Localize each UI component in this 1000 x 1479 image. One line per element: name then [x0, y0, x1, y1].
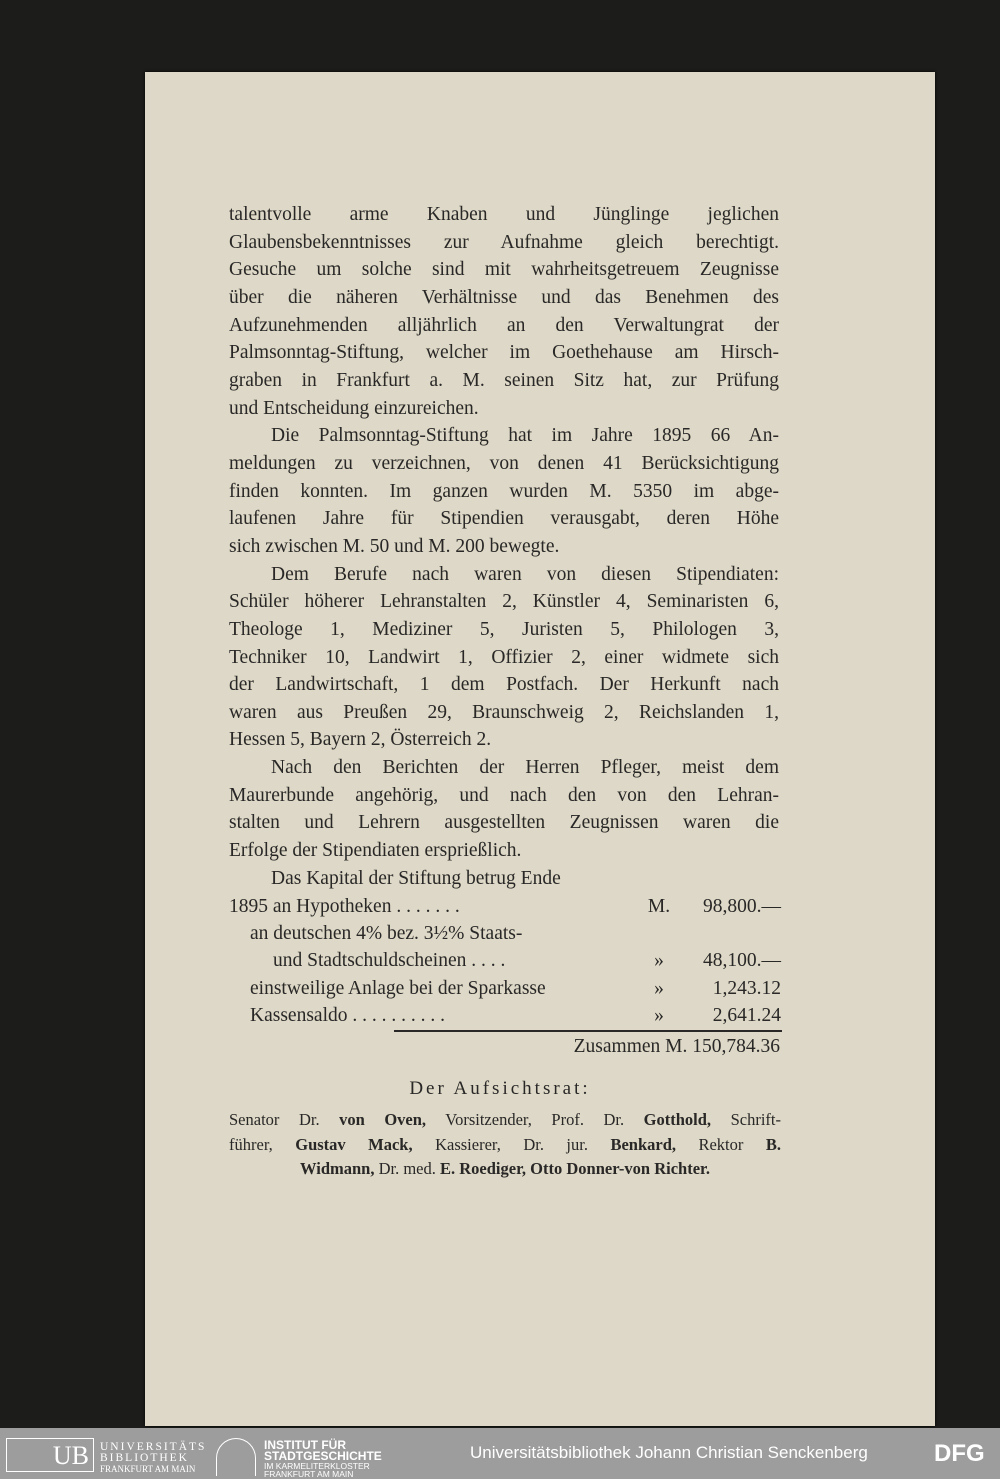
text-line: Schüler höherer Lehranstalten 2, Künstler 4, Seminaristen 6,: [229, 591, 779, 613]
text-line: Gesuche um solche sind mit wahrheitsgetreuem Zeugnisse: [229, 259, 779, 281]
row-currency: »: [654, 977, 664, 999]
text-line: Palmsonntag-Stiftung, welcher im Goethehause am Hirsch-: [229, 342, 779, 364]
board-members: [229, 1108, 781, 1182]
ub-logo-text: UB: [52, 1441, 89, 1470]
row-amount: 2,641.24: [712, 1004, 781, 1026]
member-role: Rektor: [676, 1134, 766, 1154]
ub-line2: BIBLIOTHEK: [100, 1452, 189, 1464]
text-line: waren aus Preußen 29, Braunschweig 2, Reichslanden 1,: [229, 701, 779, 723]
member-name: Gotthold,: [643, 1110, 712, 1129]
text-line: stalten und Lehrern ausgestellten Zeugnissen waren die: [229, 812, 779, 834]
member-role: Vorsitzender, Prof. Dr.: [426, 1110, 644, 1129]
row-currency: M.: [647, 896, 671, 917]
isg-line2: STADTGESCHICHTE: [264, 1449, 382, 1463]
board-heading: Der Aufsichtsrat:: [409, 1078, 591, 1099]
text-line: der Landwirtschaft, 1 dem Postfach. Der Herkunft nach: [229, 674, 779, 696]
row-currency: »: [654, 1004, 664, 1026]
member-role: führer,: [229, 1134, 296, 1154]
text-line: meldungen zu verzeichnen, von denen 41 Berücksichtigung: [229, 452, 779, 474]
footer-bar: [0, 1428, 1000, 1479]
isg-wordmark: [264, 1440, 382, 1478]
row-label: einstweilige Anlage bei der Sparkasse: [250, 977, 546, 999]
text-line: Die Palmsonntag-Stiftung hat im Jahre 1895 66 An-: [271, 425, 779, 447]
isg-arch-logo[interactable]: [216, 1438, 256, 1476]
board-line: [229, 1108, 781, 1133]
isg-line4: FRANKFURT AM MAIN: [264, 1469, 354, 1479]
text-line: Erfolge der Stipendiaten ersprießlich.: [229, 840, 522, 862]
row-label: Kassensaldo . . . . . . . . . .: [250, 1004, 445, 1026]
text-line: Nach den Berichten der Herren Pfleger, meist dem: [271, 757, 779, 779]
member-name: von Oven,: [339, 1110, 427, 1129]
member-name: B.: [765, 1134, 781, 1154]
member-name: Benkard,: [610, 1134, 676, 1154]
library-name[interactable]: Universitätsbibliothek Johann Christian Senckenberg: [470, 1443, 868, 1462]
ub-line3: FRANKFURT AM MAIN: [100, 1464, 196, 1474]
member-name: Widmann,: [300, 1159, 375, 1178]
body-text: [229, 201, 779, 892]
sum-rule: [394, 1030, 782, 1032]
row-label: an deutschen 4% bez. 3½% Staats-: [250, 923, 523, 945]
text-line: Techniker 10, Landwirt 1, Offizier 2, einer widmete sich: [229, 646, 779, 668]
row-label: 1895 an Hypotheken . . . . . . .: [229, 896, 460, 917]
text-line: talentvolle arme Knaben und Jünglinge jeglichen: [229, 204, 779, 225]
member-role: Kassierer, Dr. jur.: [412, 1134, 611, 1154]
row-amount: 98,800.—: [703, 896, 781, 917]
text-line: Das Kapital der Stiftung betrug Ende: [271, 867, 561, 889]
capital-row: [229, 1002, 781, 1029]
row-amount: 1,243.12: [712, 977, 781, 999]
text-line: Theologe 1, Mediziner 5, Juristen 5, Philologen 3,: [229, 618, 779, 640]
text-line: sich zwischen M. 50 und M. 200 bewegte.: [229, 535, 560, 557]
ub-wordmark: [100, 1442, 206, 1475]
ub-logo[interactable]: [6, 1438, 94, 1472]
capital-total: Zusammen M. 150,784.36: [573, 1036, 780, 1057]
board-line: [229, 1157, 781, 1182]
member-name: Gustav Mack,: [295, 1134, 413, 1154]
capital-row: [229, 947, 781, 974]
isg-line3: IM KARMELITERKLOSTER: [264, 1461, 370, 1471]
isg-line1: INSTITUT FÜR: [264, 1438, 346, 1452]
capital-row: [229, 920, 781, 947]
member-role: Schrift-: [711, 1110, 782, 1129]
text-line: graben in Frankfurt a. M. seinen Sitz hat, zur Prüfung: [229, 369, 779, 391]
text-line: laufenen Jahre für Stipendien verausgabt, deren Höhe: [229, 508, 779, 530]
row-currency: »: [654, 950, 664, 972]
member-role: Senator Dr.: [229, 1110, 340, 1129]
capital-row: [229, 975, 781, 1002]
member-role: Dr. med.: [374, 1159, 441, 1178]
text-line: und Entscheidung einzureichen.: [229, 397, 479, 419]
capital-table: [229, 893, 781, 1029]
text-line: über die näheren Verhältnisse und das Benehmen des: [229, 286, 779, 308]
capital-row: [229, 893, 781, 920]
board-line: [229, 1133, 781, 1158]
text-line: Dem Berufe nach waren von diesen Stipendiaten:: [271, 563, 779, 585]
text-line: Aufzunehmenden alljährlich an den Verwaltungrat der: [229, 314, 779, 336]
text-line: Hessen 5, Bayern 2, Österreich 2.: [229, 729, 492, 751]
dfg-logo[interactable]: DFG: [934, 1440, 985, 1467]
member-name: E. Roediger, Otto Donner-von Richter.: [440, 1159, 710, 1178]
text-line: Maurerbunde angehörig, und nach den von den Lehran-: [229, 784, 779, 806]
row-label: und Stadtschuldscheinen . . . .: [273, 950, 506, 972]
text-line: Glaubensbekenntnisses zur Aufnahme gleich berechtigt.: [229, 231, 779, 253]
row-amount: 48,100.—: [703, 950, 781, 972]
text-line: finden konnten. Im ganzen wurden M. 5350 im abge-: [229, 480, 779, 502]
ub-line1: UNIVERSITÄTS: [100, 1441, 207, 1453]
